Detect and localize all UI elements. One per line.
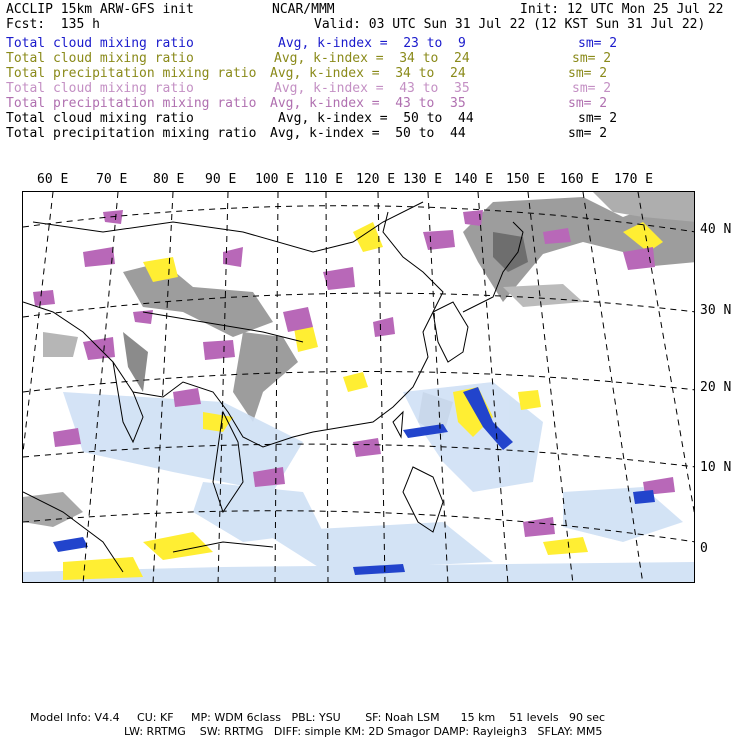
lat-label: 40 N	[700, 222, 732, 237]
field-sm: sm= 2	[572, 81, 612, 96]
lon-label: 110 E	[304, 172, 344, 187]
field-name: Total cloud mixing ratio	[6, 51, 194, 66]
field-avg: Avg, k-index = 34 to 24	[270, 66, 466, 81]
field-avg: Avg, k-index = 43 to 35	[274, 81, 470, 96]
forecast-map	[22, 191, 695, 583]
lon-label: 70 E	[96, 172, 128, 187]
lon-label: 140 E	[454, 172, 494, 187]
map-canvas	[23, 192, 695, 583]
field-sm: sm= 2	[578, 36, 618, 51]
lon-label: 90 E	[205, 172, 237, 187]
field-name: Total precipitation mixing ratio	[6, 126, 257, 141]
lon-label: 150 E	[506, 172, 546, 187]
field-avg: Avg, k-index = 43 to 35	[270, 96, 466, 111]
center-label: NCAR/MMM	[272, 2, 335, 17]
field-name: Total cloud mixing ratio	[6, 81, 194, 96]
lat-label: 20 N	[700, 380, 732, 395]
lat-label: 10 N	[700, 460, 732, 475]
lon-label: 130 E	[403, 172, 443, 187]
field-sm: sm= 2	[578, 111, 618, 126]
field-sm: sm= 2	[568, 66, 608, 81]
field-name: Total cloud mixing ratio	[6, 36, 194, 51]
field-name: Total precipitation mixing ratio	[6, 96, 257, 111]
model-info-line1: Model Info: V4.4 CU: KF MP: WDM 6class PBL: YSU SF: Noah LSM 15 km 51 levels 90 sec	[30, 711, 606, 724]
field-avg: Avg, k-index = 23 to 9	[278, 36, 466, 51]
lat-label: 0	[700, 541, 708, 556]
field-avg: Avg, k-index = 34 to 24	[274, 51, 470, 66]
field-sm: sm= 2	[568, 96, 608, 111]
field-sm: sm= 2	[568, 126, 608, 141]
model-info-line2: LW: RRTMG SW: RRTMG DIFF: simple KM: 2D Smagor DAMP: Rayleigh3 SFLAY: MM5	[124, 725, 603, 738]
forecast-hour: Fcst: 135 h	[6, 17, 100, 32]
lightblue-field	[23, 382, 695, 583]
field-avg: Avg, k-index = 50 to 44	[270, 126, 466, 141]
init-time: Init: 12 UTC Mon 25 Jul 22	[520, 2, 724, 17]
map-title: ACCLIP 15km ARW-GFS init	[6, 2, 194, 17]
field-name: Total precipitation mixing ratio	[6, 66, 257, 81]
valid-time: Valid: 03 UTC Sun 31 Jul 22 (12 KST Sun 31 Jul 22)	[314, 17, 706, 32]
field-name: Total cloud mixing ratio	[6, 111, 194, 126]
field-sm: sm= 2	[572, 51, 612, 66]
lon-label: 60 E	[37, 172, 69, 187]
lon-label: 80 E	[153, 172, 185, 187]
lon-label: 170 E	[614, 172, 654, 187]
lon-label: 160 E	[560, 172, 600, 187]
lat-label: 30 N	[700, 303, 732, 318]
field-avg: Avg, k-index = 50 to 44	[278, 111, 474, 126]
lon-label: 120 E	[356, 172, 396, 187]
lon-label: 100 E	[255, 172, 295, 187]
purple-field	[33, 210, 675, 537]
